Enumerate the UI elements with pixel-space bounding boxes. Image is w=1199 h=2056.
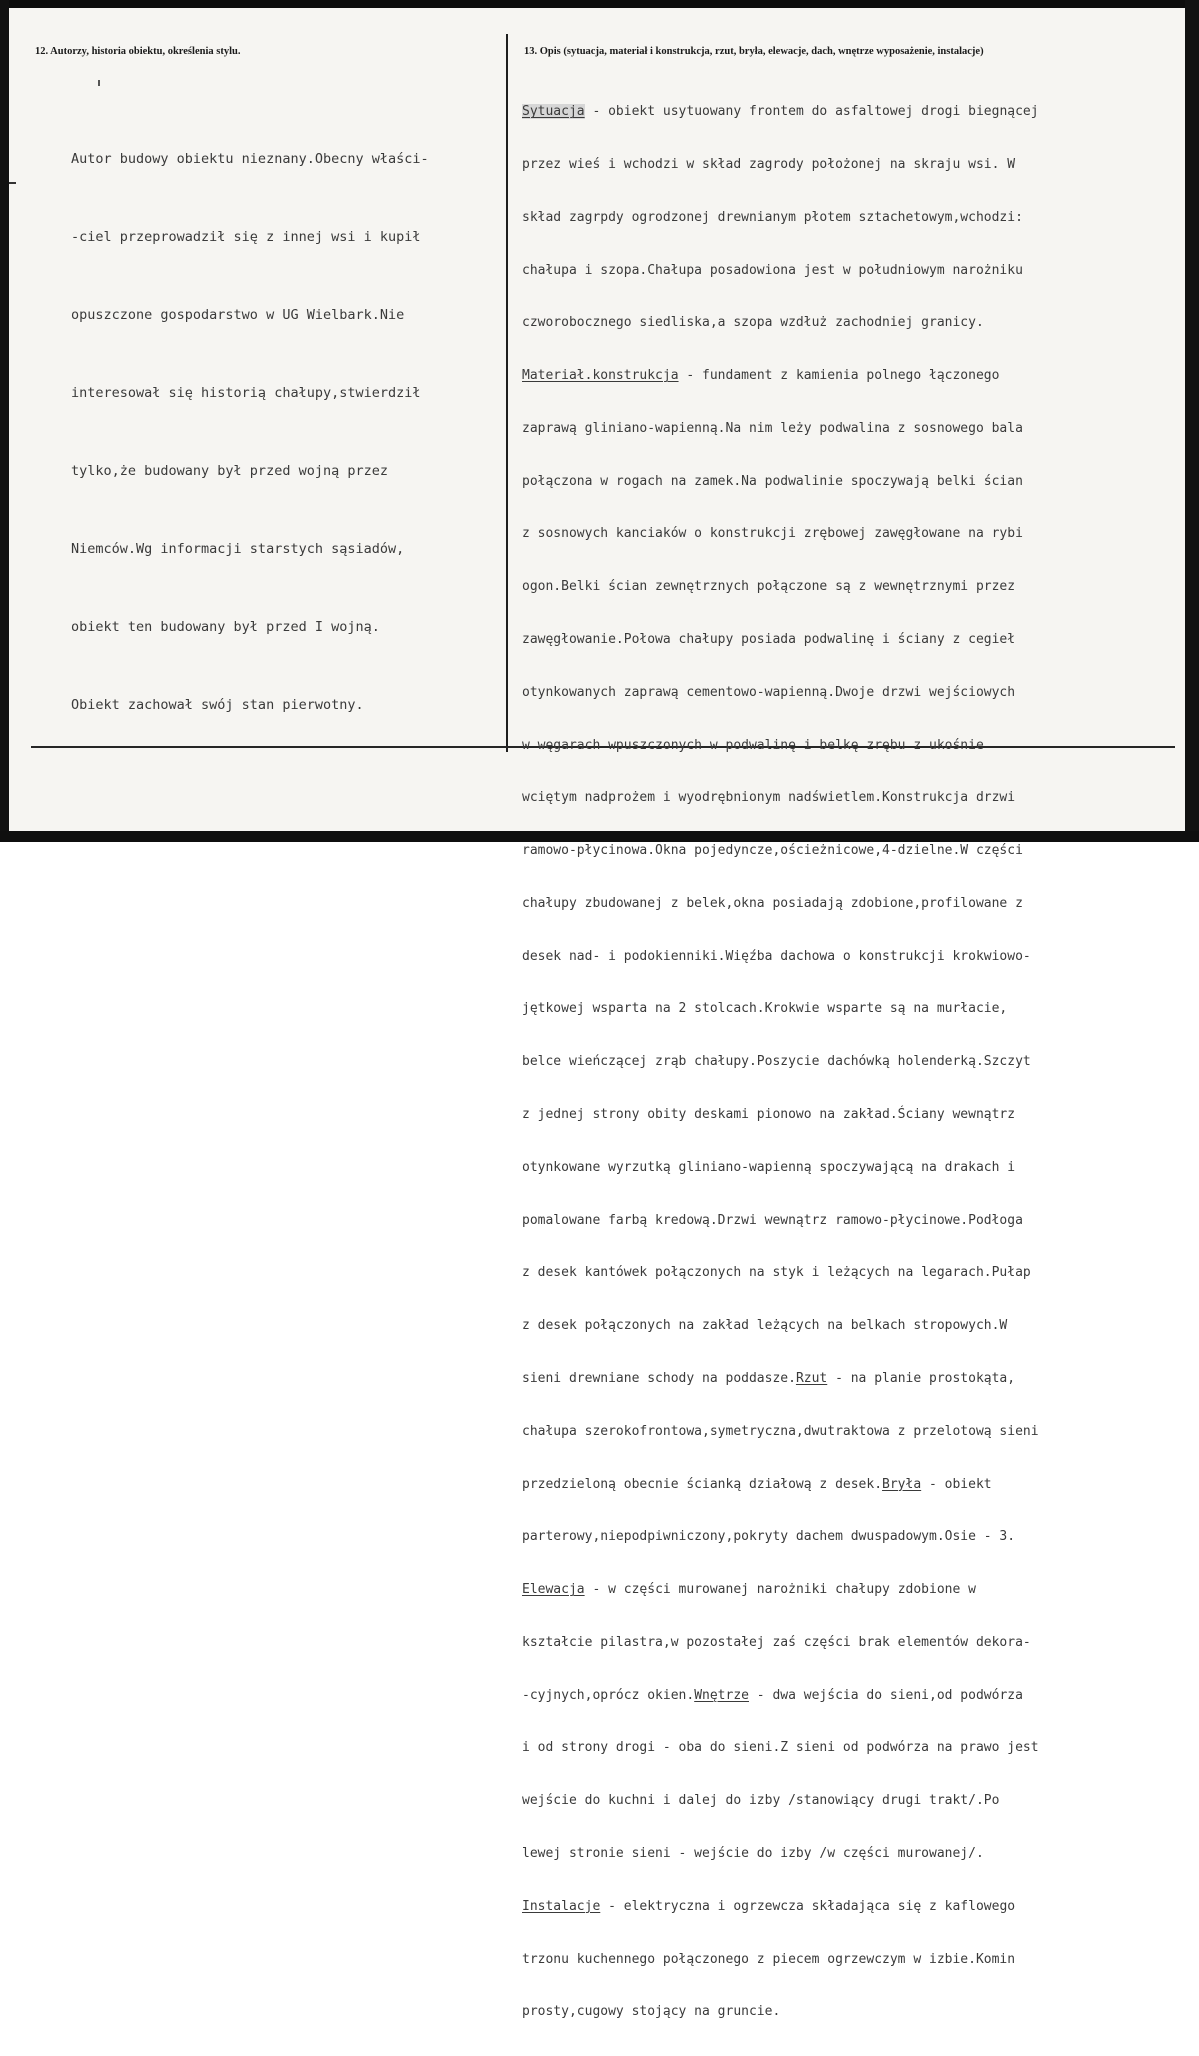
section-13-line: Instalacje - elektryczna i ogrzewcza składająca się z kaflowego: [522, 1898, 1016, 1914]
heading-rzut: Rzut: [795, 1370, 828, 1386]
section-13-line: przedzieloną obecnie ścianką działową z desek.Bryła - obiekt: [522, 1476, 992, 1492]
section-13-line: ogon.Belki ścian zewnętrznych połączone są z wewnętrznymi przez: [522, 579, 1016, 595]
section-13-line: desek nad- i podokienniki.Więźba dachowa o konstrukcji krokwiowo-: [522, 948, 1031, 964]
section-13-line: parterowy,niepodpiwniczony,pokryty dachem dwuspadowym.Osie - 3.: [522, 1529, 1016, 1545]
scan-edge-right: [1185, 0, 1199, 842]
section-13-line: lewej stronie sieni - wejście do izby /w części murowanej/.: [522, 1845, 984, 1861]
ink-mark: [98, 80, 100, 86]
section-13-line: trzonu kuchennego połączonego z piecem ogrzewczym w izbie.Komin: [522, 1951, 1016, 1967]
section-13-line: połączona w rogach na zamek.Na podwalinie spoczywają belki ścian: [522, 473, 1023, 489]
section-13-line: z desek kantówek połączonych na styk i leżących na legarach.Pułap: [522, 1265, 1031, 1281]
column-divider: [506, 34, 508, 752]
scan-edge-top: [0, 0, 1199, 8]
section-13-line: prosty,cugowy stojący na gruncie.: [522, 2004, 781, 2020]
heading-elewacja: Elewacja: [522, 1582, 585, 1598]
section-13-line: przez wieś i wchodzi w skład zagrody położonej na skraju wsi. W: [522, 156, 1016, 172]
heading-material: Materiał.konstrukcja: [522, 368, 679, 384]
section-12-text: [71, 94, 429, 770]
section-13-line: Elewacja - w części murowanej narożniki chałupy zdobione w: [522, 1582, 976, 1598]
heading-instalacje: Instalacje: [522, 1898, 601, 1914]
heading-bryla: Bryła: [882, 1476, 922, 1492]
section-13-line: i od strony drogi - oba do sieni.Z sieni od podwórza na prawo jest: [522, 1740, 1039, 1756]
section-13-line: w węgarach wpuszczonych w podwalinę i belkę zrębu z ukośnie: [522, 737, 984, 753]
heading-wnetrze: Wnętrze: [694, 1687, 749, 1703]
section-13-line: -cyjnych,oprócz okien.Wnętrze - dwa wejścia do sieni,od podwórza: [522, 1687, 1023, 1703]
inventory-card: [9, 8, 1185, 2020]
section-13-line: chałupy zbudowanej z belek,okna posiadają zdobione,profilowane z: [522, 895, 1023, 911]
section-13-line: zaprawą gliniano-wapienną.Na nim leży podwalina z sosnowego bala: [522, 420, 1023, 436]
section-13-line: ramowo-płycinowa.Okna pojedyncze,ościeżnicowe,4-dzielne.W części: [522, 843, 1023, 859]
section-13-line: zawęgłowanie.Połowa chałupy posiada podwalinę i ściany z cegieł: [522, 632, 1016, 647]
section-13-line: jętkowej wsparta na 2 stolcach.Krokwie wsparte są na murłacie,: [522, 1001, 1008, 1017]
section-13-line: kształcie pilastra,w pozostałej zaś części brak elementów dekora-: [522, 1634, 1031, 1650]
section-12-line: tylko,że budowany był przed wojną przez: [71, 463, 388, 479]
section-13-line: z jednej strony obity deskami pionowo na zakład.Ściany wewnątrz: [522, 1107, 1016, 1123]
section-13-line: belce wieńczącej zrąb chałupy.Poszycie dachówką holenderką.Szczyt: [522, 1054, 1031, 1070]
section-12-header: 12. Autorzy, historia obiektu, określenia stylu.: [35, 46, 241, 57]
section-13-line: pomalowane farbą kredową.Drzwi wewnątrz ramowo-płycinowe.Podłoga: [522, 1212, 1023, 1228]
section-12-line: Niemców.Wg informacji starstych sąsiadów,: [71, 541, 405, 557]
section-13-line: wejście do kuchni i dalej do izby /stanowiący drugi trakt/.Po: [522, 1793, 1000, 1809]
heading-sytuacja: Sytuacja: [522, 104, 585, 120]
section-13-line: skład zagrpdy ogrodzonej drewnianym płotem sztachetowym,wchodzi:: [522, 209, 1023, 225]
section-13-line: otynkowanych zaprawą cementowo-wapienną.Dwoje drzwi wejściowych: [522, 684, 1016, 700]
section-13-line: Materiał.konstrukcja - fundament z kamienia polnego łączonego: [522, 368, 1000, 384]
section-13-line: z desek połączonych na zakład leżących na belkach stropowych.W: [522, 1318, 1008, 1334]
section-13-line: wciętym nadprożem i wyodrębnionym nadświetlem.Konstrukcja drzwi: [522, 790, 1016, 806]
section-13-header: 13. Opis (sytuacja, materiał i konstrukcja, rzut, bryła, elewacje, dach, wnętrze wyposażenie, instalacje): [524, 46, 984, 57]
section-12-line: obiekt ten budowany był przed I wojną.: [71, 619, 380, 635]
section-13-line: chałupa szerokofrontowa,symetryczna,dwutraktowa z przelotową sieni: [522, 1423, 1039, 1439]
section-13-line: chałupa i szopa.Chałupa posadowiona jest w południowym narożniku: [522, 262, 1023, 278]
section-12-line: -ciel przeprowadził się z innej wsi i kupił: [71, 229, 421, 245]
section-13-line: czworobocznego siedliska,a szopa wzdłuż zachodniej granicy.: [522, 315, 984, 331]
scan-edge-left: [0, 0, 9, 842]
section-13-line: z sosnowych kanciaków o konstrukcji zrębowej zawęgłowane na rybi: [522, 526, 1023, 542]
section-13-line: sieni drewniane schody na poddasze.Rzut - na planie prostokąta,: [522, 1370, 1016, 1386]
section-12-line: opuszczone gospodarstwo w UG Wielbark.Nie: [71, 307, 405, 323]
margin-tick: [9, 182, 16, 184]
section-13-line: Sytuacja - obiekt usytuowany frontem do asfaltowej drogi biegnącej: [522, 104, 1039, 120]
section-13-line: otynkowane wyrzutką gliniano-wapienną spoczywającą na drakach i: [522, 1159, 1016, 1175]
section-12-line: Obiekt zachował swój stan pierwotny.: [71, 697, 364, 713]
section-12-line: interesował się historią chałupy,stwierdził: [71, 385, 421, 401]
section-13-text: [522, 68, 1039, 2056]
section-12-line: Autor budowy obiektu nieznany.Obecny właści-: [71, 151, 429, 167]
